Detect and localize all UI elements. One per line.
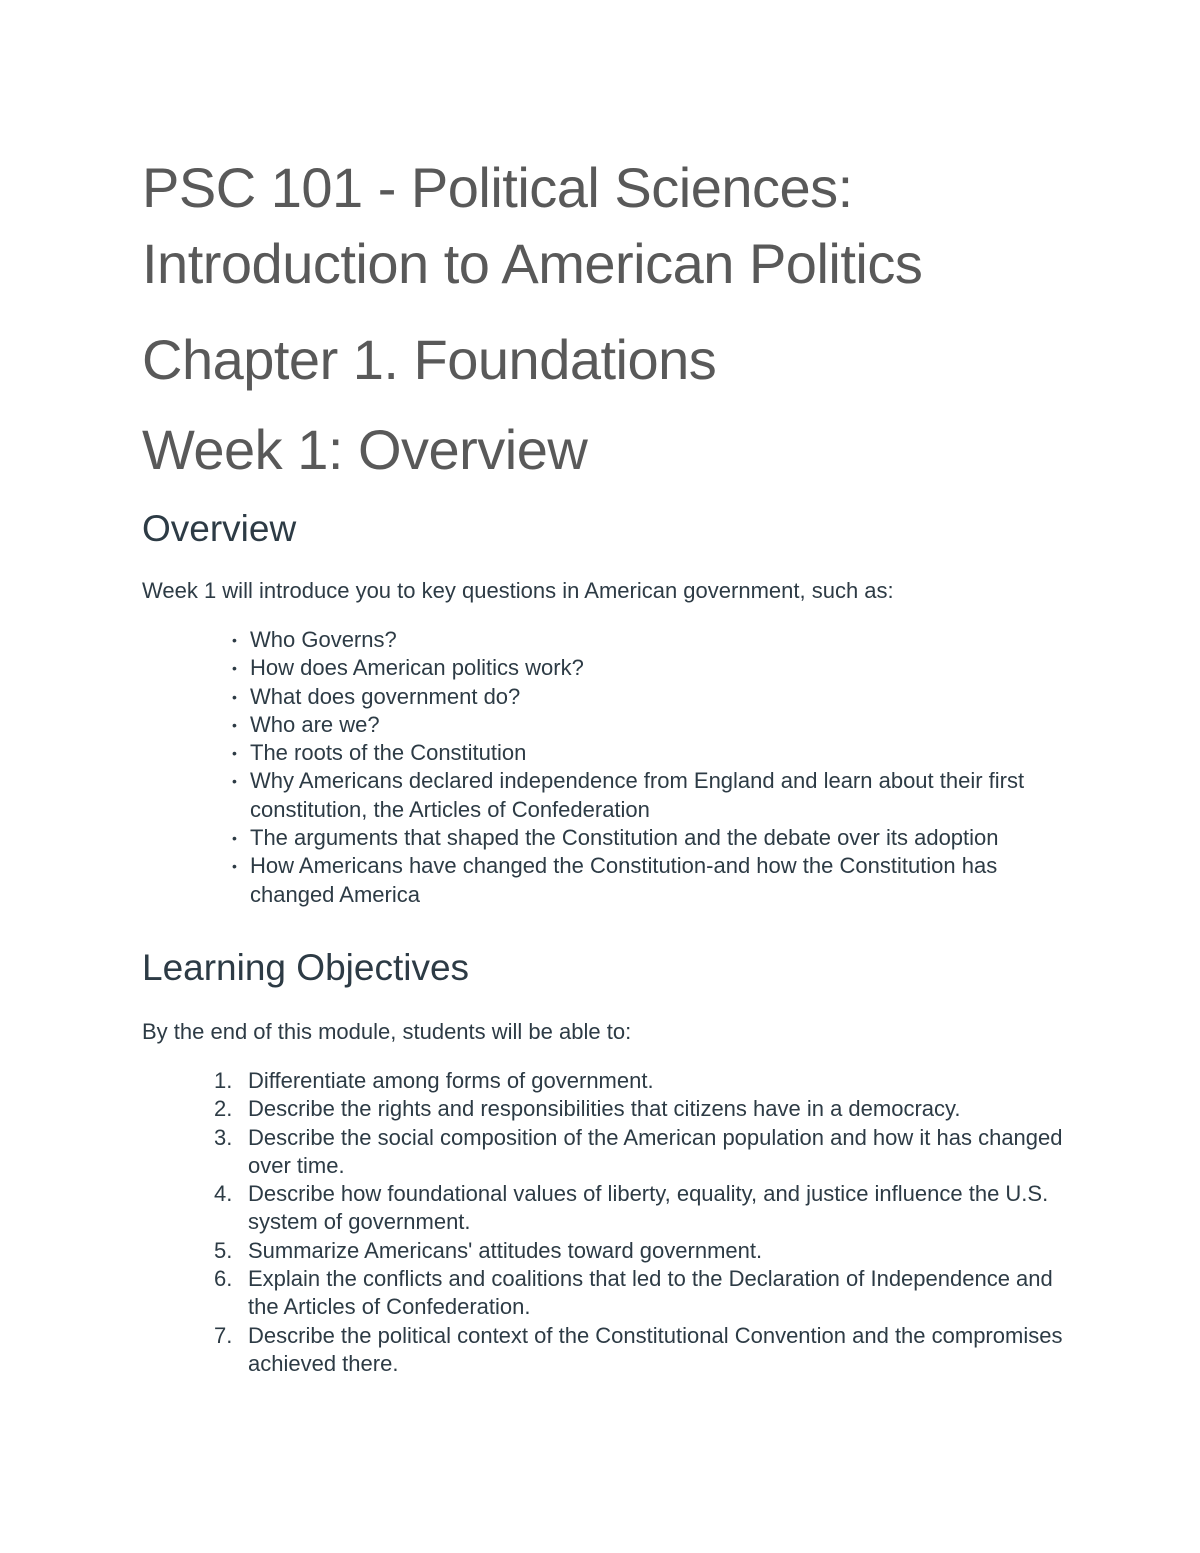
list-item xyxy=(232,711,1072,739)
item-number: 5. xyxy=(214,1237,233,1263)
course-title xyxy=(142,150,1072,302)
list-item xyxy=(214,1180,1072,1237)
course-title-line-2: Introduction to American Politics xyxy=(142,232,923,295)
list-item xyxy=(232,739,1072,767)
week-title: Week 1: Overview xyxy=(142,418,588,481)
list-item xyxy=(232,824,1072,852)
list-item-text: Describe how foundational values of liberty, equality, and justice influence the U.S. system of government. xyxy=(248,1181,1049,1235)
item-number: 6. xyxy=(214,1266,233,1292)
overview-intro: Week 1 will introduce you to key questions in American government, such as: xyxy=(142,578,894,603)
chapter-title: Chapter 1. Foundations xyxy=(142,328,717,391)
list-item xyxy=(232,654,1072,682)
list-item-text: The roots of the Constitution xyxy=(250,740,527,766)
bullet-icon: • xyxy=(232,858,237,875)
item-number: 4. xyxy=(214,1181,233,1207)
bullet-icon: • xyxy=(232,830,237,847)
list-item xyxy=(214,1322,1072,1379)
course-title-line-1: PSC 101 - Political Sciences: xyxy=(142,156,853,219)
list-item-text: The arguments that shaped the Constitution and the debate over its adoption xyxy=(250,825,999,851)
list-item-text: Explain the conflicts and coalitions that led to the Declaration of Independence and the Articles of Confederation. xyxy=(248,1266,1053,1320)
learning-objectives-intro: By the end of this module, students will be able to: xyxy=(142,1018,632,1044)
bullet-icon: • xyxy=(232,632,237,648)
list-item-text: Describe the political context of the Constitutional Convention and the compromises achieved there. xyxy=(248,1322,1063,1376)
overview-heading: Overview xyxy=(142,508,297,549)
bullet-icon: • xyxy=(232,773,237,790)
list-item xyxy=(232,683,1072,711)
list-item-text: What does government do? xyxy=(250,683,521,709)
document-page xyxy=(142,150,1072,1378)
list-item-text: Why Americans declared independence from England and learn about their first constitution, the Articles of Confederation xyxy=(250,768,1025,822)
list-item xyxy=(232,767,1072,824)
list-item xyxy=(232,626,1072,654)
item-number: 7. xyxy=(214,1322,233,1348)
bullet-icon: • xyxy=(232,745,237,762)
list-item xyxy=(214,1124,1072,1181)
list-item xyxy=(232,852,1072,909)
list-item-text: How does American politics work? xyxy=(250,655,584,681)
bullet-icon: • xyxy=(232,660,237,677)
bullet-icon: • xyxy=(232,716,237,733)
list-item-text: Describe the social composition of the American population and how it has changed over time. xyxy=(248,1124,1063,1178)
list-item-text: Differentiate among forms of government. xyxy=(248,1067,654,1093)
list-item xyxy=(214,1095,1072,1123)
item-number: 3. xyxy=(214,1124,233,1150)
list-item xyxy=(214,1237,1072,1265)
item-number: 2. xyxy=(214,1096,233,1122)
list-item-text: Describe the rights and responsibilities that citizens have in a democracy. xyxy=(248,1096,961,1122)
list-item-text: Summarize Americans' attitudes toward government. xyxy=(248,1237,763,1263)
learning-objectives-heading: Learning Objectives xyxy=(142,946,470,988)
list-item-text: Who Governs? xyxy=(250,627,397,652)
learning-objectives-list xyxy=(142,1067,1072,1378)
list-item-text: Who are we? xyxy=(250,711,380,737)
bullet-icon: • xyxy=(232,688,237,705)
list-item xyxy=(214,1067,1072,1095)
list-item xyxy=(214,1265,1072,1322)
list-item-text: How Americans have changed the Constitution-and how the Constitution has changed America xyxy=(250,853,998,907)
overview-topic-list xyxy=(142,626,1072,909)
item-number: 1. xyxy=(214,1067,233,1093)
